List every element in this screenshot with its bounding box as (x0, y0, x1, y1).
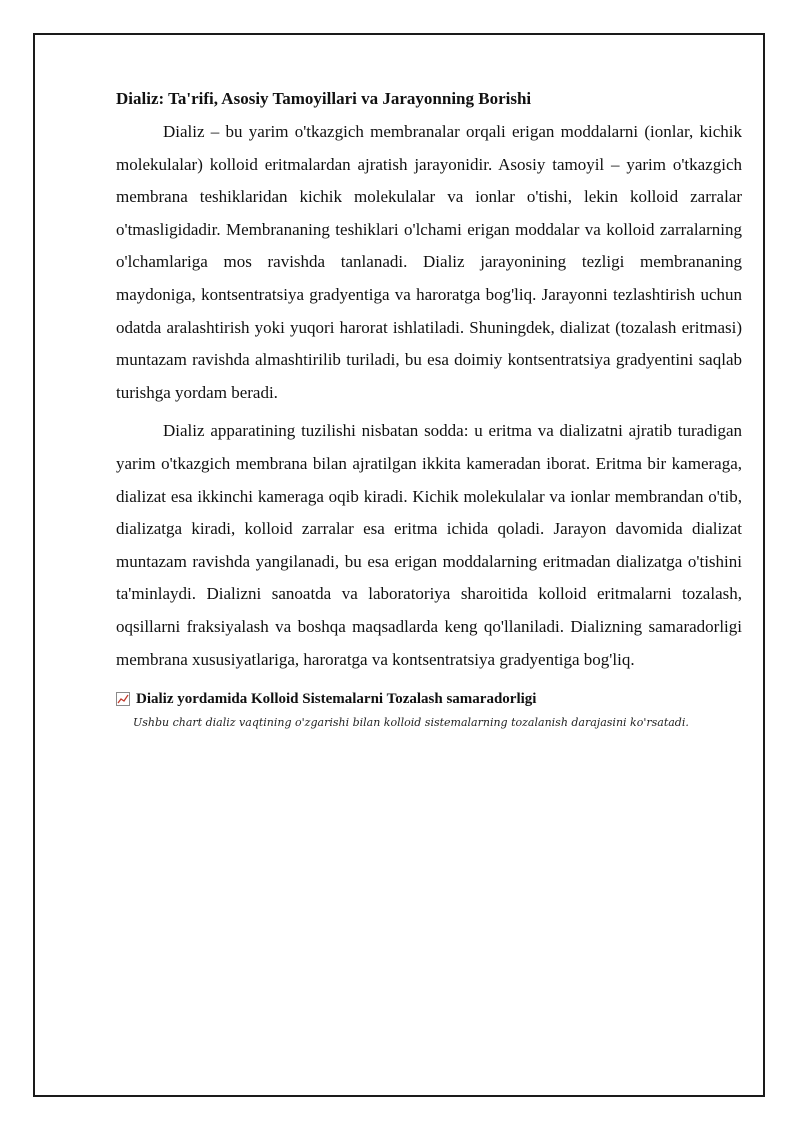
chart-section-heading (116, 688, 742, 710)
paragraph-definition: Dializ – bu yarim o'tkazgich membranalar orqali erigan moddalarni (ionlar, kichik molekulalar) kolloid eritmalardan ajratish jarayonidir. Asosiy tamoyil – yarim o'tkazgich membrana teshiklaridan kichik molekulalar va ionlar o'tishi, lekin kolloid zarralar o'tmasligidadir. Membrananing teshiklari o'lchami erigan moddalar va kolloid zarralarning o'lchamlariga mos ravishda tanlanadi. Dializ jarayonining tezligi membrananing maydoniga, kontsentratsiya gradyentiga va haroratga bog'liq. Jarayonni tezlashtirish uchun odatda aralashtirish yoki yuqori harorat ishlatiladi. Shuningdek, dializat (tozalash eritmasi) muntazam ravishda almashtirilib turiladi, bu esa doimiy kontsentratsiya gradyentini saqlab turishga yordam beradi. (116, 122, 742, 402)
chart-heading-text: Dializ yordamida Kolloid Sistemalarni Tozalash samaradorligi (136, 691, 537, 708)
chart-caption: Ushbu chart dializ vaqtining o'zgarishi bilan kolloid sistemalarning tozalanish darajasini ko'rsatadi. (133, 716, 689, 730)
paragraph-apparatus: Dializ apparatining tuzilishi nisbatan sodda: u eritma va dializatni ajratib turadigan yarim o'tkazgich membrana bilan ajratilgan ikkita kameradan iborat. Eritma bir kameraga, dializat esa ikkinchi kameraga oqib kiradi. Kichik molekulalar va ionlar membrandan o'tib, dializatga kiradi, kolloid zarralar esa eritma ichida qoladi. Jarayon davomida dializat muntazam ravishda yangilanadi, bu esa erigan moddalarning eritmadan dializatga o'tishini ta'minlaydi. Dializni sanoatda va laboratoriya sharoitida kolloid eritmalarni tozalash, oqsillarni fraksiyalash va boshqa maqsadlarda keng qo'llaniladi. Dializning samaradorligi membrana xususiyatlariga, haroratga va kontsentratsiya gradyentiga bog'liq. (116, 421, 742, 669)
document-body (116, 86, 742, 732)
chart-increasing-icon (116, 692, 130, 706)
document-title: Dializ: Ta'rifi, Asosiy Tamoyillari va Jarayonning Borishi (116, 89, 532, 108)
